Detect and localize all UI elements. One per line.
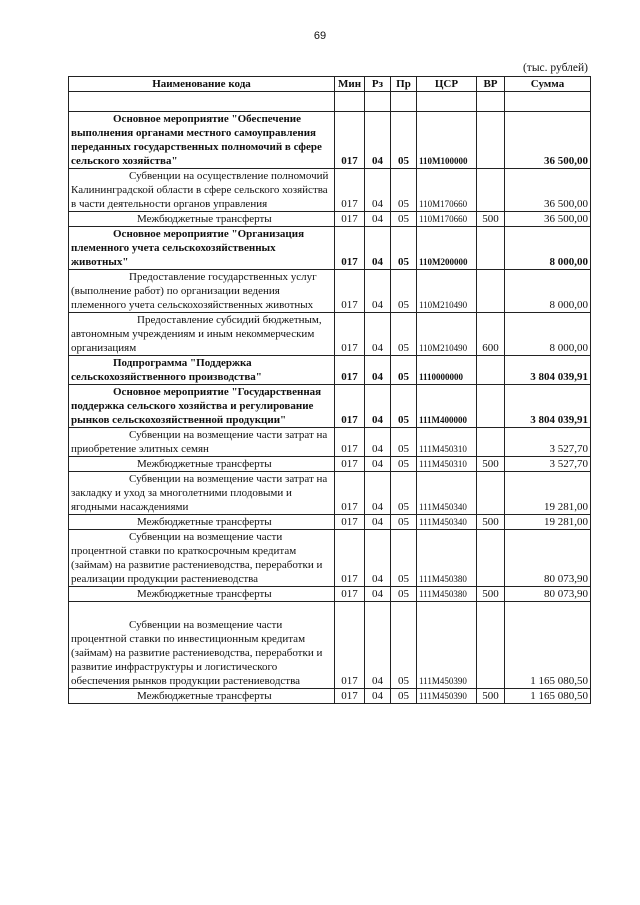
table-row	[69, 356, 591, 385]
row-csr: 110M170660	[417, 212, 477, 227]
row-sum: 36 500,00	[505, 212, 591, 227]
table-row	[69, 530, 591, 587]
row-csr: 110M210490	[417, 270, 477, 313]
row-vr	[477, 92, 505, 112]
row-sum: 19 281,00	[505, 472, 591, 515]
row-rz: 04	[365, 689, 391, 704]
row-vr: 500	[477, 212, 505, 227]
table-row	[69, 515, 591, 530]
row-rz: 04	[365, 530, 391, 587]
table-row	[69, 169, 591, 212]
row-csr: 111M450310	[417, 428, 477, 457]
table-header	[69, 77, 591, 92]
row-name: Подпрограмма "Поддержка сельскохозяйственного производства"	[69, 356, 335, 385]
row-name: Основное мероприятие "Организация племенного учета сельскохозяйственных животных"	[69, 227, 335, 270]
row-pr: 05	[391, 472, 417, 515]
row-csr: 111M450390	[417, 689, 477, 704]
row-sum: 3 804 039,91	[505, 385, 591, 428]
row-csr: 111M450340	[417, 515, 477, 530]
row-vr	[477, 428, 505, 457]
row-pr	[391, 92, 417, 112]
row-vr	[477, 112, 505, 169]
row-sum: 3 527,70	[505, 428, 591, 457]
row-min: 017	[335, 457, 365, 472]
row-csr: 1110000000	[417, 356, 477, 385]
row-vr	[477, 385, 505, 428]
table-row	[69, 92, 591, 112]
row-sum: 36 500,00	[505, 169, 591, 212]
row-pr: 05	[391, 169, 417, 212]
row-sum: 1 165 080,50	[505, 689, 591, 704]
table-row	[69, 270, 591, 313]
row-min: 017	[335, 587, 365, 602]
row-min: 017	[335, 313, 365, 356]
row-rz: 04	[365, 587, 391, 602]
row-sum: 19 281,00	[505, 515, 591, 530]
row-min	[335, 92, 365, 112]
row-rz	[365, 92, 391, 112]
table-row	[69, 472, 591, 515]
header-name: Наименование кода	[69, 77, 335, 92]
row-vr: 500	[477, 689, 505, 704]
row-name: Межбюджетные трансферты	[69, 587, 335, 602]
table-row	[69, 112, 591, 169]
row-vr: 500	[477, 587, 505, 602]
row-rz: 04	[365, 385, 391, 428]
table-row	[69, 689, 591, 704]
table-row	[69, 602, 591, 689]
row-pr: 05	[391, 212, 417, 227]
row-name: Субвенции на осуществление полномочий Калининградской области в сфере сельского хозяйства в части деятельности органов управления	[69, 169, 335, 212]
row-name: Предоставление субсидий бюджетным, автономным учреждениям и иным некоммерческим организациям	[69, 313, 335, 356]
row-csr: 111M450340	[417, 472, 477, 515]
row-pr: 05	[391, 428, 417, 457]
row-csr: 111M450380	[417, 530, 477, 587]
row-sum: 8 000,00	[505, 313, 591, 356]
row-min: 017	[335, 689, 365, 704]
row-csr: 111M450310	[417, 457, 477, 472]
row-name: Межбюджетные трансферты	[69, 689, 335, 704]
row-sum	[505, 92, 591, 112]
row-vr	[477, 472, 505, 515]
table-row	[69, 313, 591, 356]
row-rz: 04	[365, 169, 391, 212]
row-csr: 110M210490	[417, 313, 477, 356]
row-rz: 04	[365, 356, 391, 385]
row-pr: 05	[391, 270, 417, 313]
table-row	[69, 587, 591, 602]
row-rz: 04	[365, 212, 391, 227]
units-label: (тыс. рублей)	[522, 62, 588, 74]
row-min: 017	[335, 356, 365, 385]
row-name	[69, 92, 335, 112]
row-vr: 500	[477, 515, 505, 530]
row-name: Субвенции на возмещение части процентной ставки по инвестиционным кредитам (займам) на развитие растениеводства, переработки и развитие инфраструктуры и логистического обеспечения рынков продукции растениеводства	[69, 602, 335, 689]
row-rz: 04	[365, 602, 391, 689]
row-vr	[477, 227, 505, 270]
table-row	[69, 212, 591, 227]
row-sum: 80 073,90	[505, 530, 591, 587]
row-csr: 111M400000	[417, 385, 477, 428]
header-min: Мин	[335, 77, 365, 92]
row-pr: 05	[391, 385, 417, 428]
row-rz: 04	[365, 112, 391, 169]
row-name: Межбюджетные трансферты	[69, 212, 335, 227]
row-name: Предоставление государственных услуг (выполнение работ) по организации ведения племенного учета сельскохозяйственных животных	[69, 270, 335, 313]
row-csr: 110M170660	[417, 169, 477, 212]
row-pr: 05	[391, 356, 417, 385]
row-sum: 8 000,00	[505, 270, 591, 313]
header-rz: Рз	[365, 77, 391, 92]
row-vr	[477, 602, 505, 689]
header-pr: Пр	[391, 77, 417, 92]
row-name: Основное мероприятие "Обеспечение выполнения органами местного самоуправления переданных государственных полномочий в сфере сельского хозяйства"	[69, 112, 335, 169]
row-rz: 04	[365, 313, 391, 356]
row-rz: 04	[365, 472, 391, 515]
header-csr: ЦСР	[417, 77, 477, 92]
row-min: 017	[335, 428, 365, 457]
row-csr: 110M100000	[417, 112, 477, 169]
row-min: 017	[335, 602, 365, 689]
row-vr	[477, 356, 505, 385]
row-pr: 05	[391, 689, 417, 704]
row-pr: 05	[391, 530, 417, 587]
row-min: 017	[335, 212, 365, 227]
row-pr: 05	[391, 313, 417, 356]
row-sum: 1 165 080,50	[505, 602, 591, 689]
row-name: Субвенции на возмещение части затрат на приобретение элитных семян	[69, 428, 335, 457]
header-vr: ВР	[477, 77, 505, 92]
row-rz: 04	[365, 270, 391, 313]
page-number: 69	[313, 30, 327, 42]
row-pr: 05	[391, 227, 417, 270]
row-name: Межбюджетные трансферты	[69, 457, 335, 472]
row-pr: 05	[391, 112, 417, 169]
row-csr: 111M450390	[417, 602, 477, 689]
row-csr: 110M200000	[417, 227, 477, 270]
row-sum: 3 804 039,91	[505, 356, 591, 385]
row-min: 017	[335, 112, 365, 169]
table-row	[69, 227, 591, 270]
row-sum: 36 500,00	[505, 112, 591, 169]
row-pr: 05	[391, 602, 417, 689]
row-min: 017	[335, 227, 365, 270]
row-sum: 80 073,90	[505, 587, 591, 602]
table-row	[69, 385, 591, 428]
row-vr: 600	[477, 313, 505, 356]
row-vr	[477, 530, 505, 587]
row-min: 017	[335, 515, 365, 530]
row-vr	[477, 169, 505, 212]
row-name: Субвенции на возмещение части затрат на закладку и уход за многолетними плодовыми и ягодными насаждениями	[69, 472, 335, 515]
row-csr	[417, 92, 477, 112]
row-vr: 500	[477, 457, 505, 472]
row-rz: 04	[365, 227, 391, 270]
row-min: 017	[335, 472, 365, 515]
row-csr: 111M450380	[417, 587, 477, 602]
table-row	[69, 457, 591, 472]
row-name: Межбюджетные трансферты	[69, 515, 335, 530]
table-row	[69, 428, 591, 457]
row-name: Субвенции на возмещение части процентной ставки по краткосрочным кредитам (займам) на развитие растениеводства, переработки и реализации продукции растениеводства	[69, 530, 335, 587]
row-min: 017	[335, 169, 365, 212]
row-name: Основное мероприятие "Государственная поддержка сельского хозяйства и регулирование рынков сельскохозяйственной продукции"	[69, 385, 335, 428]
row-vr	[477, 270, 505, 313]
row-sum: 8 000,00	[505, 227, 591, 270]
row-min: 017	[335, 385, 365, 428]
budget-table	[68, 76, 591, 704]
row-rz: 04	[365, 428, 391, 457]
row-rz: 04	[365, 515, 391, 530]
row-min: 017	[335, 530, 365, 587]
row-pr: 05	[391, 587, 417, 602]
row-rz: 04	[365, 457, 391, 472]
row-pr: 05	[391, 515, 417, 530]
row-min: 017	[335, 270, 365, 313]
row-sum: 3 527,70	[505, 457, 591, 472]
row-pr: 05	[391, 457, 417, 472]
header-sum: Сумма	[505, 77, 591, 92]
